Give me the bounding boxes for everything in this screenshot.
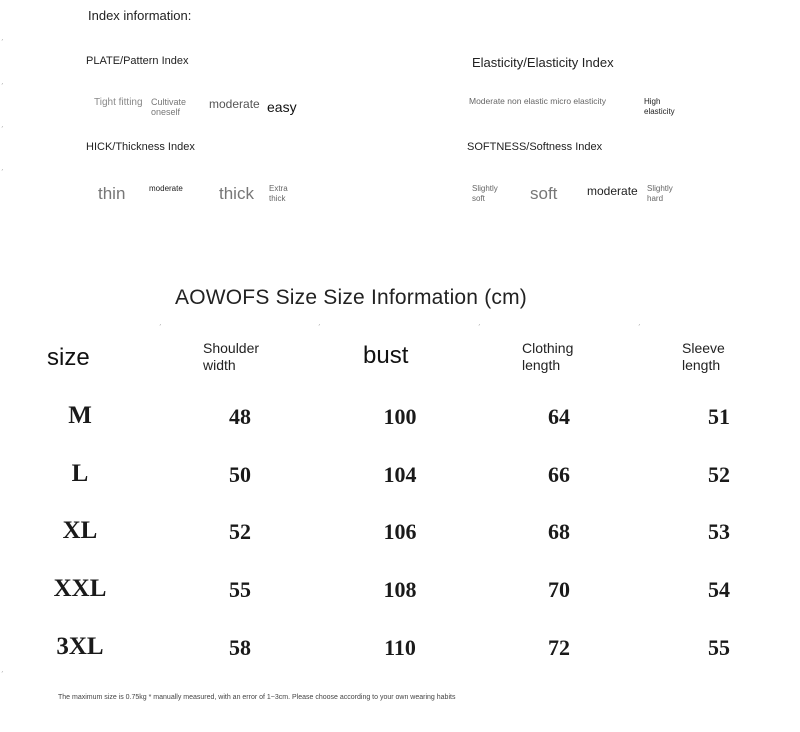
header-tick: ˊ <box>478 325 481 332</box>
table-cell-sleeve-length: 54 <box>708 577 730 602</box>
table-cell-sleeve-length: 52 <box>708 462 730 487</box>
thickness-index-title: HICK/Thickness Index <box>86 141 195 153</box>
table-cell-bust: 110 <box>384 635 416 660</box>
plate-option-tight-fitting: Tight fitting <box>94 97 143 108</box>
table-cell-size: XXL <box>53 575 107 602</box>
table-cell-size: XL <box>62 517 98 544</box>
thickness-option-moderate: moderate <box>149 184 183 193</box>
table-cell-sleeve-length: 55 <box>708 635 730 660</box>
edge-tick: ˊ <box>1 672 4 679</box>
elasticity-option-moderate-non-elastic: Moderate non elastic micro elasticity <box>469 96 607 106</box>
plate-option-cultivate-oneself: Cultivate oneself <box>151 97 187 117</box>
table-cell-shoulder: 52 <box>229 519 251 544</box>
index-information-heading: Index information: <box>88 8 192 23</box>
plate-option-easy: easy <box>267 99 297 115</box>
plate-option-moderate: moderate <box>209 97 260 111</box>
header-clothing-length: Clothing length <box>522 340 574 373</box>
table-cell-bust: 100 <box>383 404 417 429</box>
table-cell-clothing-length: 68 <box>548 519 570 544</box>
table-cell-clothing-length: 72 <box>548 635 570 660</box>
plate-index-title: PLATE/Pattern Index <box>86 55 189 67</box>
header-sleeve-length: Sleeve length <box>682 340 725 373</box>
table-cell-bust: 108 <box>383 577 417 602</box>
footnote: The maximum size is 0.75kg * manually measured, with an error of 1~3cm. Please choose according to your own wearing habits <box>58 694 456 701</box>
softness-option-slightly-soft: Slightly soft <box>472 184 498 203</box>
table-cell-shoulder: 48 <box>229 404 251 429</box>
softness-index-title: SOFTNESS/Softness Index <box>467 141 603 153</box>
thickness-option-thin: thin <box>98 184 126 203</box>
table-cell-clothing-length: 66 <box>548 462 570 487</box>
header-tick: ˊ <box>159 325 162 332</box>
table-cell-shoulder: 50 <box>229 462 251 487</box>
table-cell-size: 3XL <box>56 633 104 660</box>
thickness-option-extra-thick: Extra thick <box>269 184 288 203</box>
table-cell-sleeve-length: 51 <box>708 404 730 429</box>
thickness-option-thick: thick <box>219 184 254 203</box>
size-table-title: AOWOFS Size Size Information (cm) <box>175 286 528 309</box>
table-cell-bust: 106 <box>383 519 417 544</box>
edge-tick: ˊ <box>1 127 4 134</box>
header-tick: ˊ <box>318 325 321 332</box>
table-cell-shoulder: 58 <box>229 635 251 660</box>
table-cell-clothing-length: 64 <box>548 404 570 429</box>
table-cell-clothing-length: 70 <box>548 577 570 602</box>
header-bust: bust <box>363 342 409 369</box>
elasticity-index-title: Elasticity/Elasticity Index <box>472 55 614 70</box>
table-cell-size: M <box>68 402 92 429</box>
edge-tick: ˊ <box>1 84 4 91</box>
elasticity-option-high-elasticity: High elasticity <box>644 97 675 116</box>
table-cell-sleeve-length: 53 <box>708 519 730 544</box>
header-size: size <box>47 344 90 371</box>
softness-option-moderate: moderate <box>587 184 638 198</box>
softness-option-slightly-hard: Slightly hard <box>647 184 673 203</box>
table-cell-shoulder: 55 <box>229 577 251 602</box>
header-shoulder-width: Shoulder width <box>203 340 260 373</box>
header-tick: ˊ <box>638 325 641 332</box>
softness-option-soft: soft <box>530 184 558 203</box>
table-cell-bust: 104 <box>383 462 417 487</box>
table-cell-size: L <box>71 460 89 487</box>
edge-tick: ˊ <box>1 40 4 47</box>
edge-tick: ˊ <box>1 170 4 177</box>
